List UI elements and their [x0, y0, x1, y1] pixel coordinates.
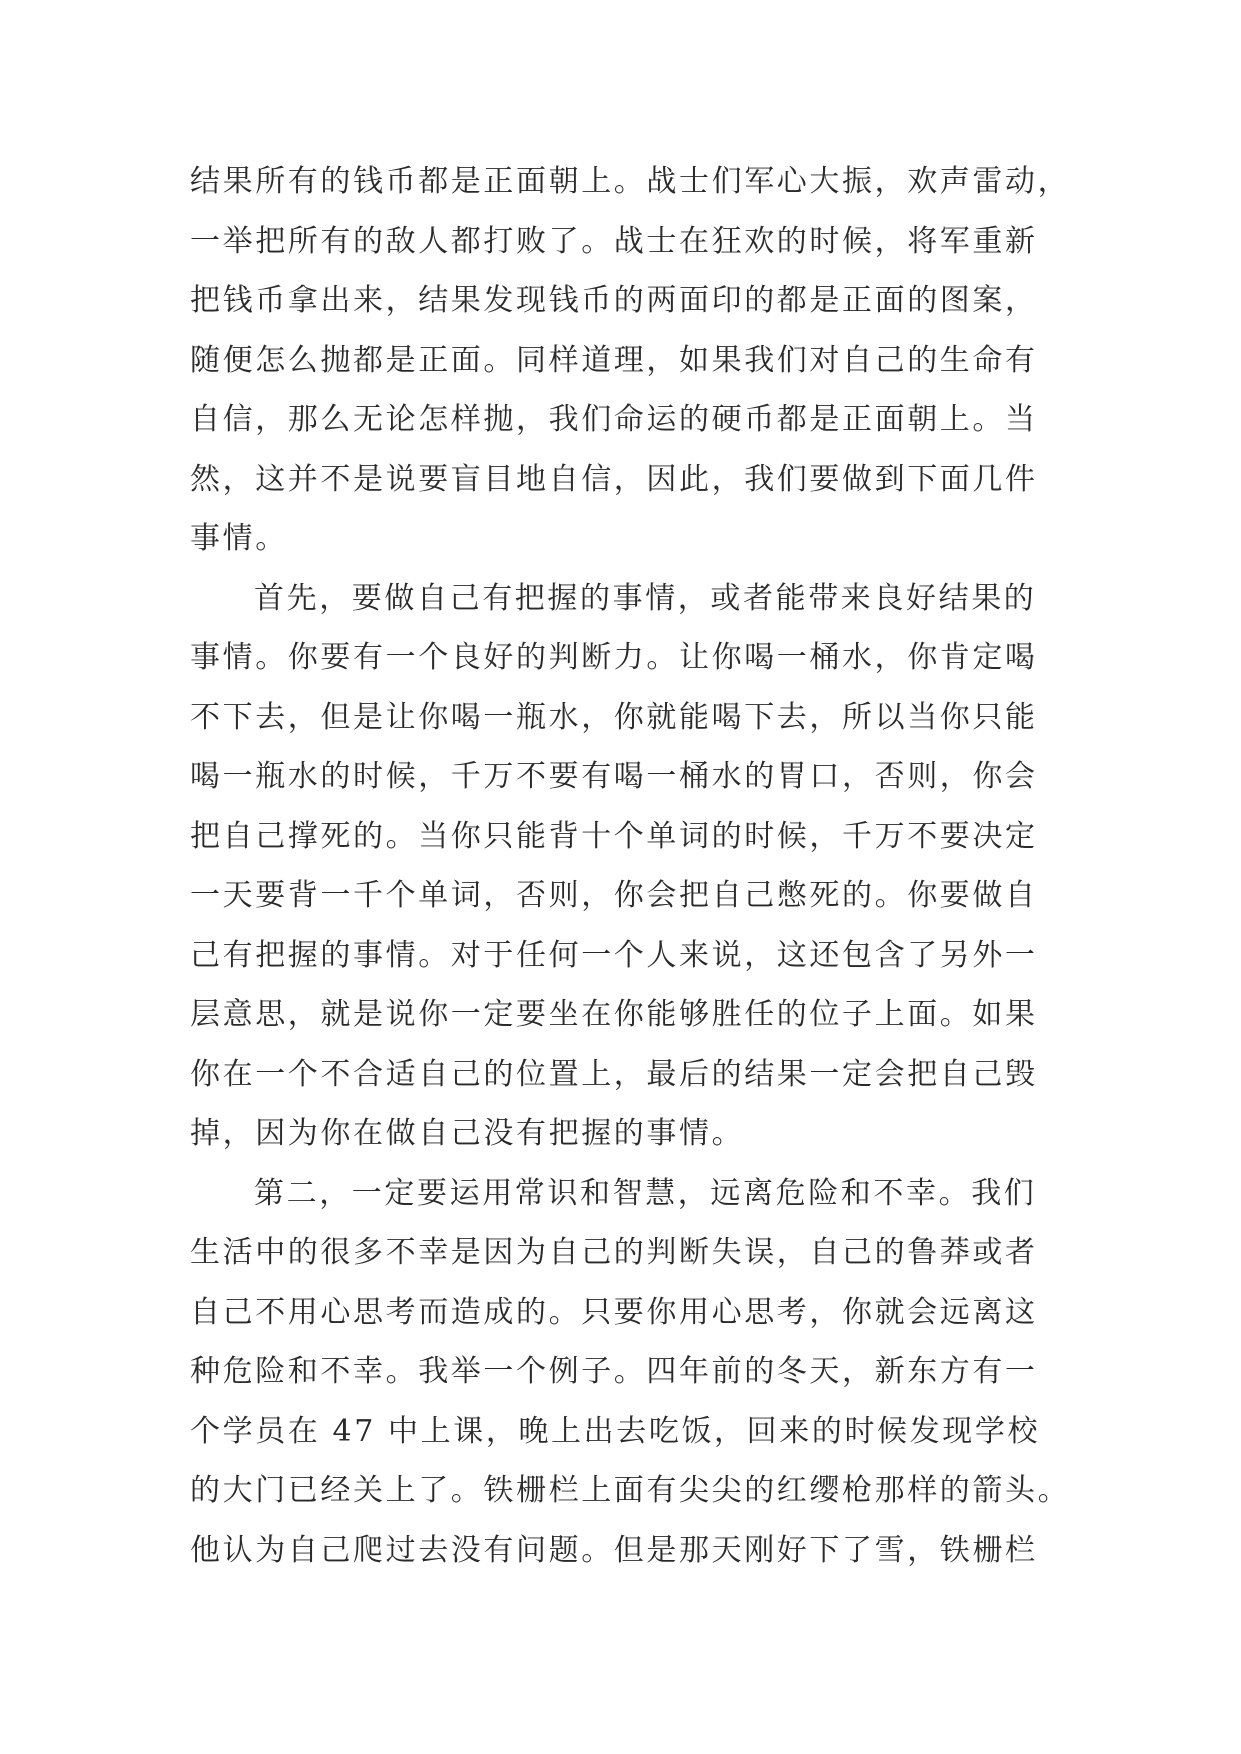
text-line: 事情。 [190, 521, 288, 556]
text-line: 把钱币拿出来，结果发现钱币的两面印的都是正面的图案， [190, 283, 1038, 318]
text-line: 自信，那么无论怎样抛，我们命运的硬币都是正面朝上。当 [190, 402, 1038, 437]
text-line: 一举把所有的敌人都打败了。战士在狂欢的时候，将军重新 [190, 223, 1038, 259]
text-line: 首先，要做自己有把握的事情，或者能带来良好结果的 [254, 580, 1037, 616]
text-line: 你在一个不合适自己的位置上，最后的结果一定会把自己毁 [190, 1056, 1038, 1092]
text-line: 喝一瓶水的时候，千万不要有喝一桶水的胃口，否则，你会 [190, 759, 1038, 794]
text-line: 不下去，但是让你喝一瓶水，你就能喝下去，所以当你只能 [190, 699, 1038, 735]
text-line: 自己不用心思考而造成的。只要你用心思考，你就会远离这 [190, 1294, 1038, 1330]
text-line: 掉，因为你在做自己没有把握的事情。 [190, 1116, 745, 1151]
text-line: 结果所有的钱币都是正面朝上。战士们军心大振，欢声雷动， [190, 164, 1071, 199]
text-line: 己有把握的事情。对于任何一个人来说，这还包含了另外一 [190, 937, 1038, 973]
text-line: 种危险和不幸。我举一个例子。四年前的冬天，新东方有一 [190, 1354, 1038, 1389]
text-line: 的大门已经关上了。铁栅栏上面有尖尖的红缨枪那样的箭头。 [190, 1473, 1071, 1508]
text-line: 生活中的很多不幸是因为自己的判断失误，自己的鲁莽或者 [190, 1235, 1038, 1270]
text-line: 他认为自己爬过去没有问题。但是那天刚好下了雪，铁栅栏 [190, 1532, 1038, 1568]
text-line: 把自己撑死的。当你只能背十个单词的时候，千万不要决定 [190, 818, 1038, 854]
text-line: 第二，一定要运用常识和智慧，远离危险和不幸。我们 [254, 1175, 1037, 1211]
text-line: 一天要背一千个单词，否则，你会把自己憋死的。你要做自 [190, 878, 1038, 913]
text-line: 个学员在 47 中上课，晚上出去吃饭，回来的时候发现学校 [190, 1413, 1041, 1449]
document-body [190, 152, 1070, 1580]
text-line: 事情。你要有一个良好的判断力。让你喝一桶水，你肯定喝 [190, 640, 1038, 675]
text-line: 然，这并不是说要盲目地自信，因此，我们要做到下面几件 [190, 461, 1038, 497]
text-line: 随便怎么抛都是正面。同样道理，如果我们对自己的生命有 [190, 342, 1038, 378]
text-line: 层意思，就是说你一定要坐在你能够胜任的位子上面。如果 [190, 997, 1038, 1032]
